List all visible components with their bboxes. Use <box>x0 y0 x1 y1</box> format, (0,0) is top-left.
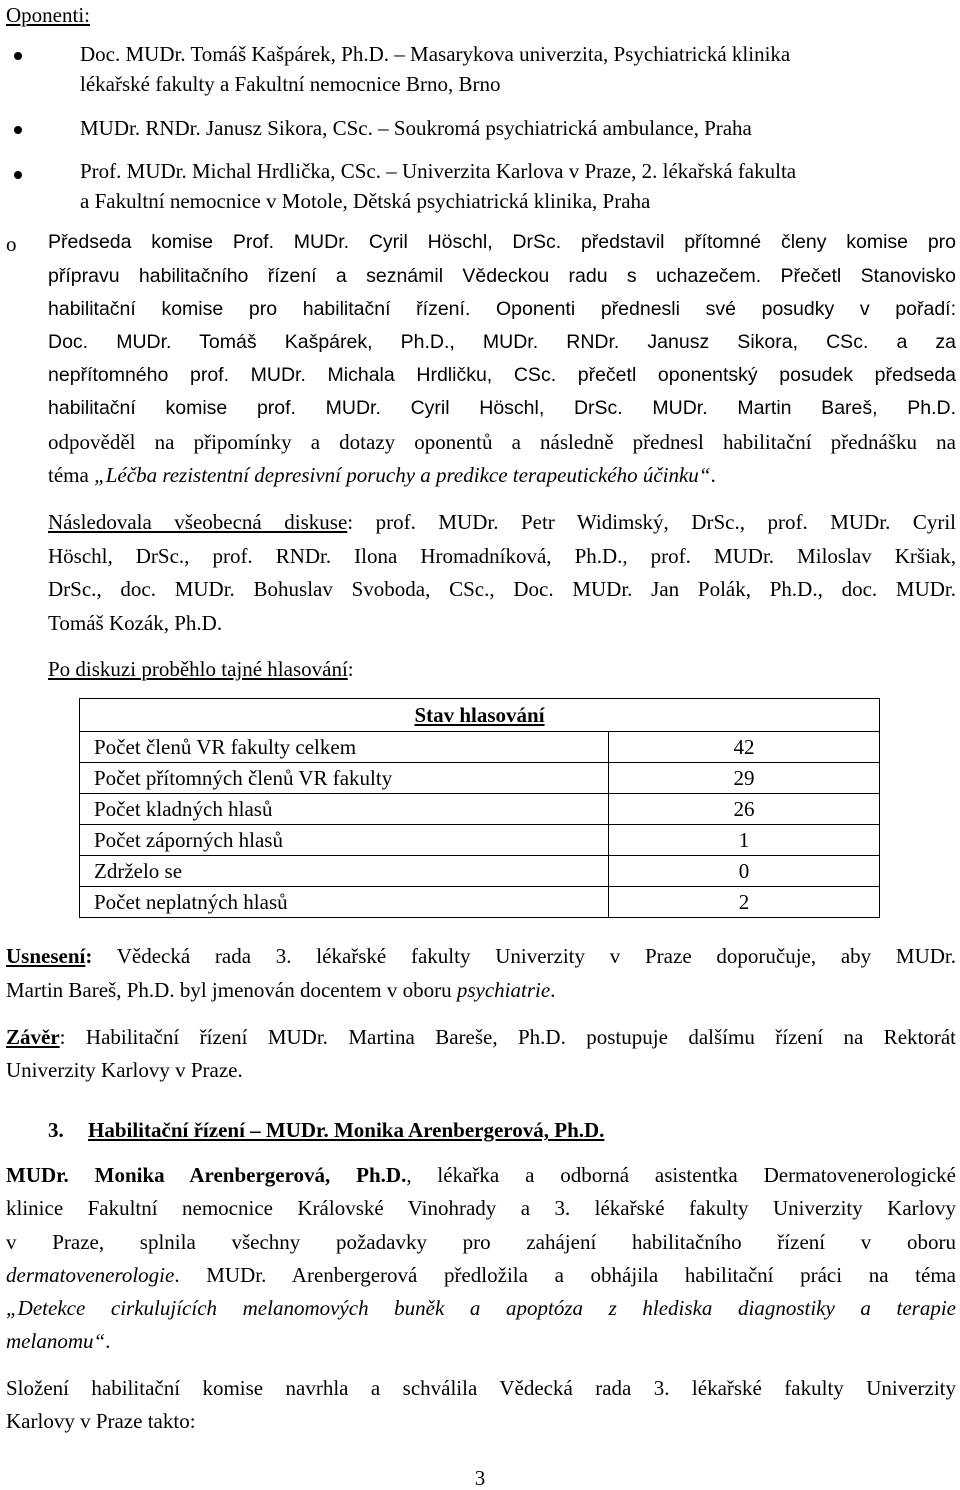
proceedings-line-5: nepřítomného prof. MUDr. Michala Hrdličku, CSc. přečetl oponentský posudek předseda <box>48 364 956 386</box>
table-row <box>80 887 880 918</box>
resolution-line-1: Usnesení: Vědecká rada 3. lékařské fakulty Univerzity v Praze doporučuje, aby MUDr. <box>6 944 956 968</box>
opponent-1-line-1: Doc. MUDr. Tomáš Kašpárek, Ph.D. – Masarykova univerzita, Psychiatrická klinika <box>80 42 791 66</box>
conclusion-line-1: Závěr: Habilitační řízení MUDr. Martina Bareše, Ph.D. postupuje dalšímu řízení na Rektorát <box>6 1025 956 1049</box>
resolution-label: Usnesení <box>6 944 86 968</box>
vote-row-label: Počet kladných hlasů <box>80 794 609 825</box>
section-3-line-6: melanomu“. <box>6 1329 111 1353</box>
table-row <box>80 825 880 856</box>
opponents-heading: Oponenti: <box>6 3 90 27</box>
vote-row-label: Počet členů VR fakulty celkem <box>80 732 609 763</box>
conclusion-line-2: Univerzity Karlovy v Praze. <box>6 1058 243 1082</box>
vote-table-title: Stav hlasování <box>80 699 880 732</box>
circle-bullet: o <box>6 232 17 256</box>
section-3-line-2: klinice Fakultní nemocnice Královské Vinohrady a 3. lékařské fakulty Univerzity Karlovy <box>6 1196 956 1220</box>
lecture-topic-line: téma „Léčba rezistentní depresivní poruchy a predikce terapeutického účinku“. <box>48 463 716 487</box>
discussion-line-3: DrSc., doc. MUDr. Bohuslav Svoboda, CSc., Doc. MUDr. Jan Polák, Ph.D., doc. MUDr. <box>48 577 956 601</box>
table-row <box>80 732 880 763</box>
proceedings-line-2: přípravu habilitačního řízení a seznámil Vědeckou radu s uchazečem. Přečetl Stanovisko <box>48 265 956 287</box>
vote-row-value: 29 <box>609 763 880 794</box>
vote-intro: Po diskuzi proběhlo tajné hlasování: <box>48 657 354 681</box>
opponent-2-line-1: MUDr. RNDr. Janusz Sikora, CSc. – Soukromá psychiatrická ambulance, Praha <box>80 116 752 140</box>
bullet-icon <box>14 126 22 134</box>
resolution-line-2: Martin Bareš, Ph.D. byl jmenován docentem v oboru psychiatrie. <box>6 978 556 1002</box>
section-3-number: 3. <box>48 1118 64 1142</box>
table-row <box>80 856 880 887</box>
section-3-title: Habilitační řízení – MUDr. Monika Arenbergerová, Ph.D. <box>88 1118 605 1142</box>
vote-row-label: Počet neplatných hlasů <box>80 887 609 918</box>
discussion-line-1: Následovala všeobecná diskuse: prof. MUDr. Petr Widimský, DrSc., prof. MUDr. Cyril <box>48 510 956 534</box>
bullet-icon <box>14 52 22 60</box>
proceedings-line-7: odpověděl na připomínky a dotazy oponentů a následně přednesl habilitační přednášku na <box>48 430 956 454</box>
vote-row-label: Počet přítomných členů VR fakulty <box>80 763 609 794</box>
vote-row-label: Zdrželo se <box>80 856 609 887</box>
vote-row-value: 2 <box>609 887 880 918</box>
opponent-1-line-2: lékařské fakulty a Fakultní nemocnice Brno, Brno <box>80 72 501 96</box>
discussion-line-4: Tomáš Kozák, Ph.D. <box>48 611 223 635</box>
vote-row-value: 1 <box>609 825 880 856</box>
proceedings-line-3: habilitační komise pro habilitační řízení. Oponenti přednesli své posudky v pořadí: <box>48 298 956 320</box>
discussion-line-2: Höschl, DrSc., prof. RNDr. Ilona Hromadníková, Ph.D., prof. MUDr. Miloslav Kršiak, <box>48 544 956 568</box>
vote-row-label: Počet záporných hlasů <box>80 825 609 856</box>
vote-row-value: 0 <box>609 856 880 887</box>
page-number: 3 <box>474 1466 486 1490</box>
vote-row-value: 26 <box>609 794 880 825</box>
section-3-line-7: Složení habilitační komise navrhla a schválila Vědecká rada 3. lékařské fakulty Univerzity <box>6 1376 956 1400</box>
discussion-label: Následovala všeobecná diskuse <box>48 510 348 534</box>
opponent-3-line-1: Prof. MUDr. Michal Hrdlička, CSc. – Univerzita Karlova v Praze, 2. lékařská fakulta <box>80 159 797 183</box>
section-3-line-3: v Praze, splnila všechny požadavky pro zahájení habilitačního řízení v oboru <box>6 1230 956 1254</box>
section-3-line-4: dermatovenerologie. MUDr. Arenbergerová předložila a obhájila habilitační práci na téma <box>6 1263 956 1287</box>
section-3-line-8: Karlovy v Praze takto: <box>6 1409 196 1433</box>
table-row <box>80 794 880 825</box>
section-3-line-1: MUDr. Monika Arenbergerová, Ph.D., lékařka a odborná asistentka Dermatovenerologické <box>6 1163 956 1187</box>
proceedings-line-6: habilitační komise prof. MUDr. Cyril Höschl, DrSc. MUDr. Martin Bareš, Ph.D. <box>48 397 956 419</box>
vote-row-value: 42 <box>609 732 880 763</box>
conclusion-label: Závěr <box>6 1025 60 1049</box>
bullet-icon <box>14 171 22 179</box>
proceedings-line-1: Předseda komise Prof. MUDr. Cyril Höschl, DrSc. představil přítomné členy komise pro <box>48 231 956 253</box>
proceedings-line-4: Doc. MUDr. Tomáš Kašpárek, Ph.D., MUDr. RNDr. Janusz Sikora, CSc. a za <box>48 331 956 353</box>
section-3-line-5: „Detekce cirkulujících melanomových buněk a apoptóza z hlediska diagnostiky a terapie <box>6 1296 956 1320</box>
opponent-3-line-2: a Fakultní nemocnice v Motole, Dětská psychiatrická klinika, Praha <box>80 189 651 213</box>
vote-table <box>79 698 880 918</box>
lecture-topic: „Léčba rezistentní depresivní poruchy a predikce terapeutického účinku“ <box>94 463 711 487</box>
table-row <box>80 763 880 794</box>
